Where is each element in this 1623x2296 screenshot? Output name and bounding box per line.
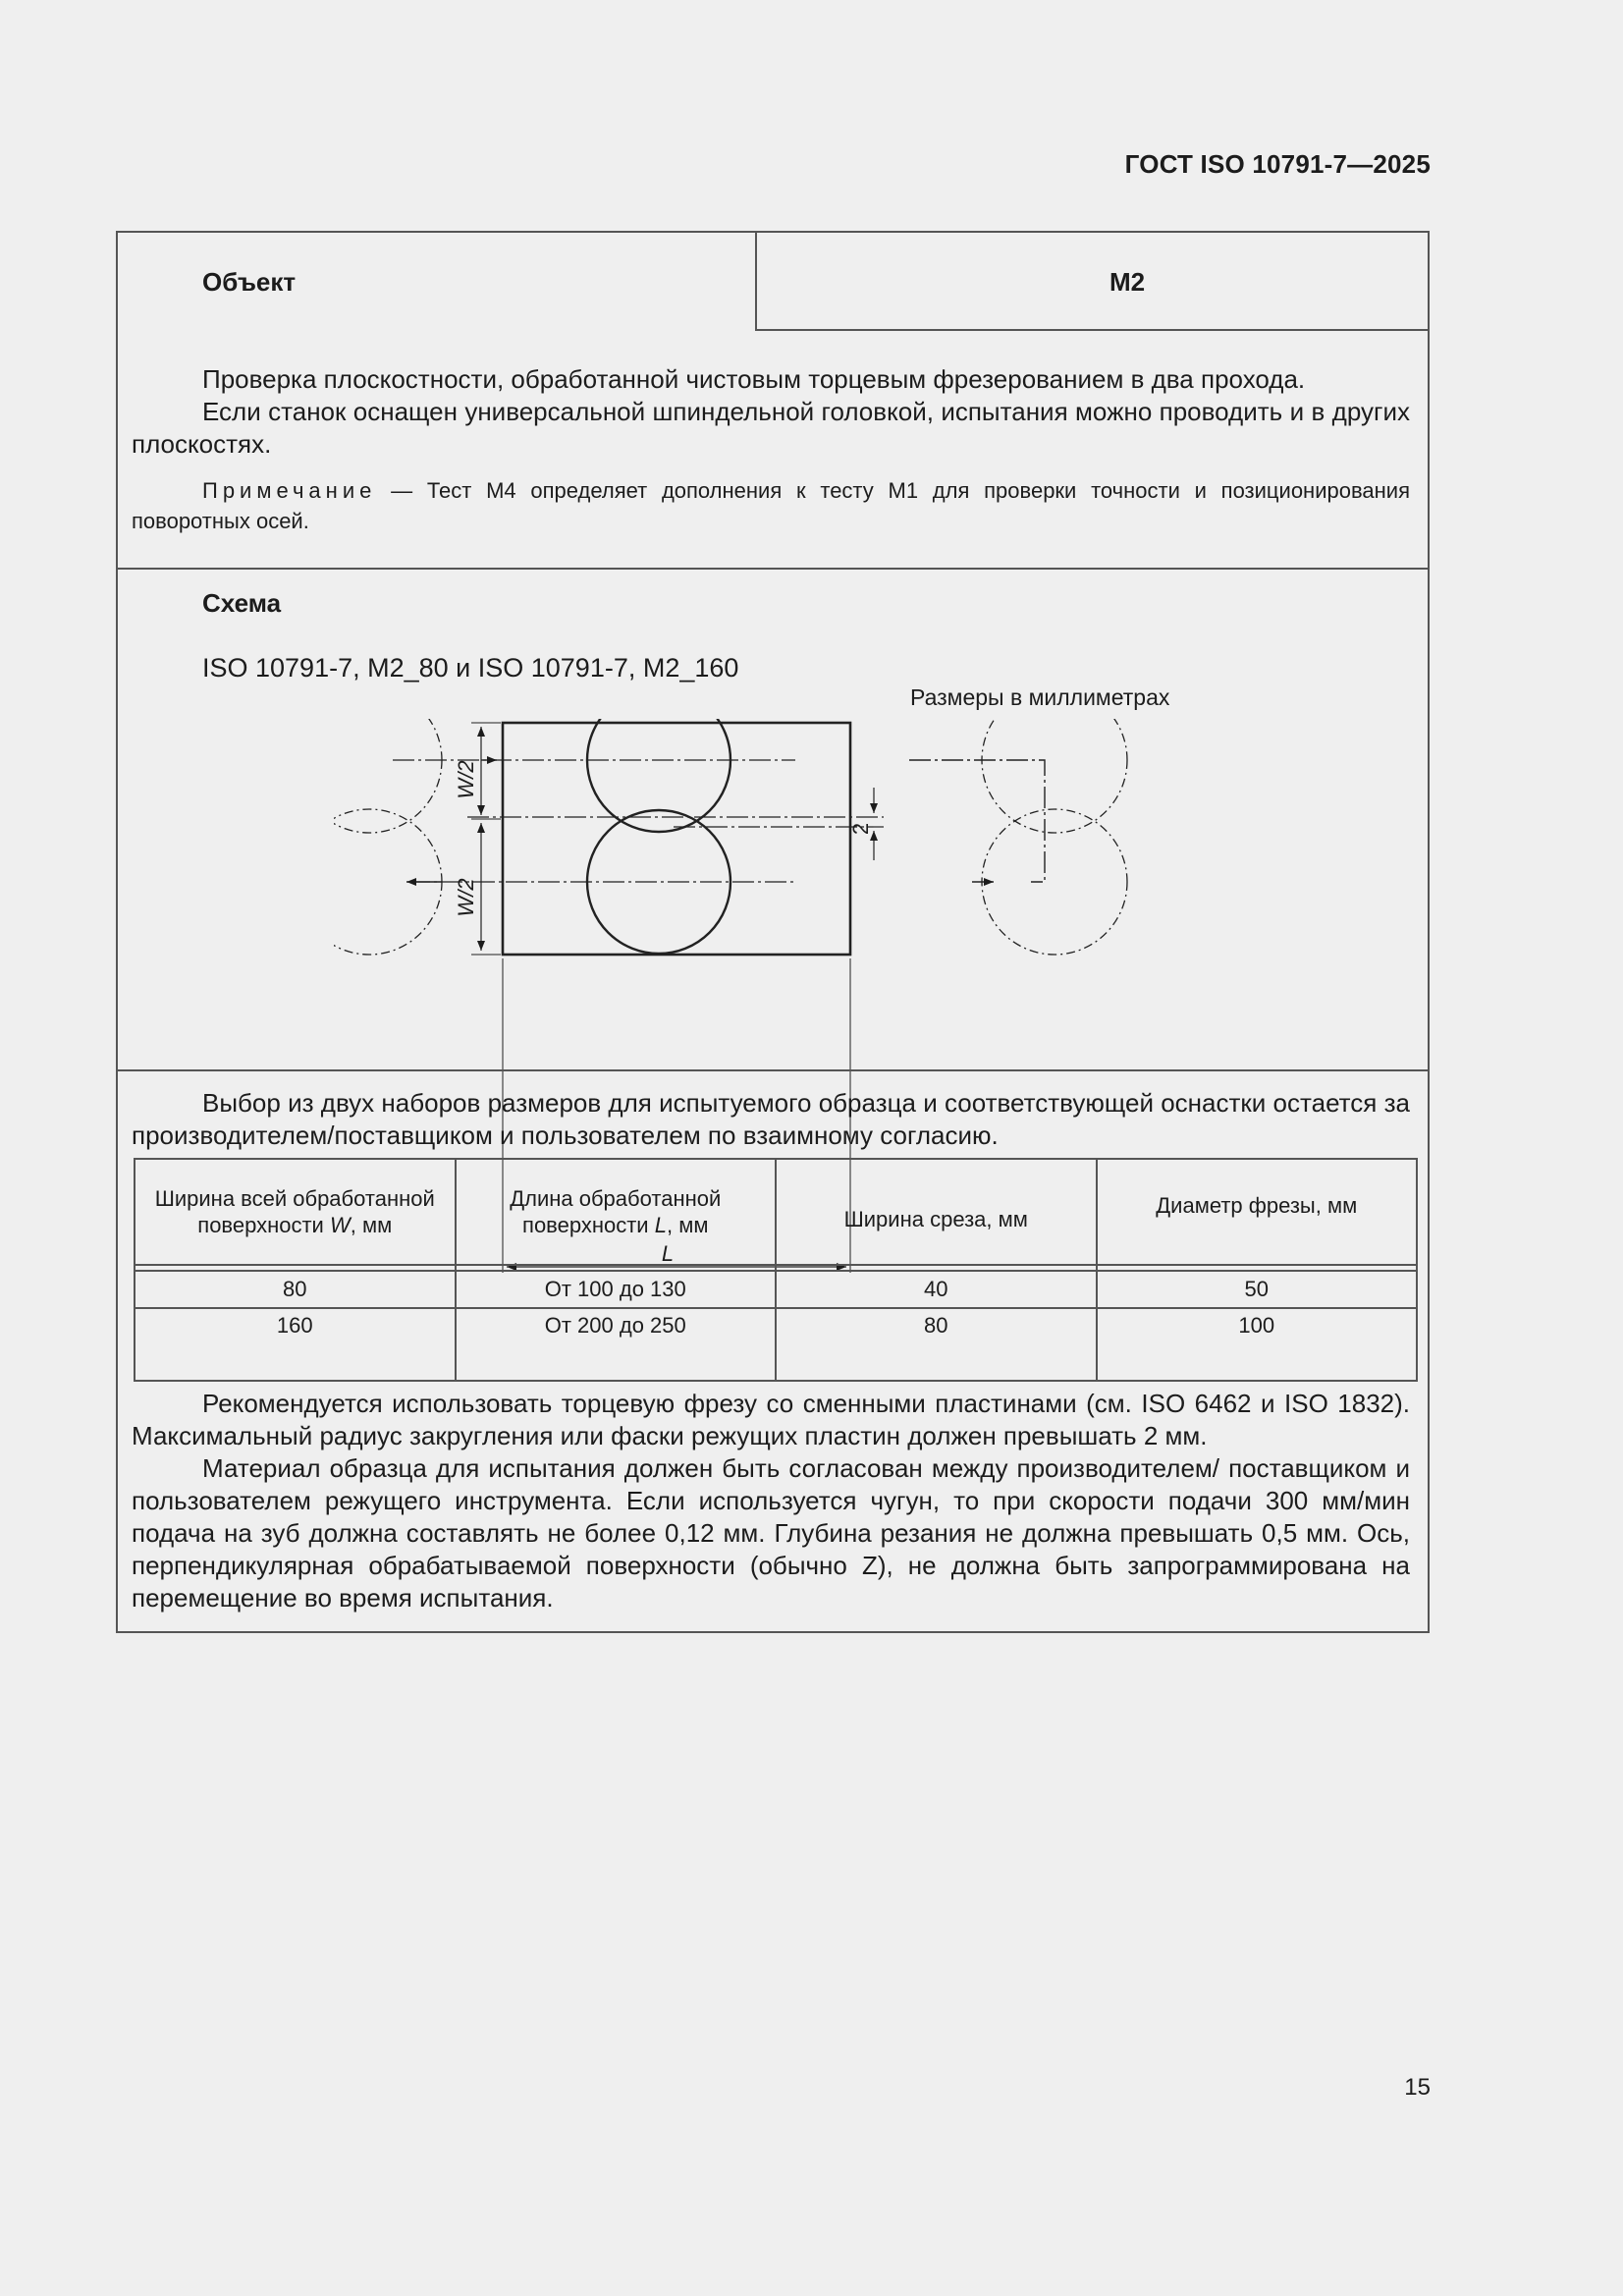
table-cell: 80: [776, 1308, 1097, 1381]
standard-code: ГОСТ ISO 10791-7—2025: [1124, 149, 1431, 179]
recommendation-paragraph-2: Материал образца для испытания должен быть согласован между производителем/ поставщиком и пользователем режущего инструмента. Если используется чугун, то при скорости подачи 300 мм/мин подача на зуб должна составлять не более 0,12 мм. Глубина резания не должна превышать 0,5 мм. Ось, перпендикулярная обрабатываемой поверхности (обычно Z), не должна быть запрограммирована на перемещение во время испытания.: [132, 1453, 1410, 1613]
w-half-bottom-label: W/2: [454, 878, 478, 917]
header-rule: [755, 329, 1428, 331]
table-cell: От 100 до 130: [456, 1271, 777, 1308]
test-sheet: [116, 231, 1430, 1633]
description-line-1: Проверка плоскостности, обработанной чистовым торцевым фрезерованием в два прохода.: [202, 364, 1306, 394]
scheme-title: Схема: [202, 588, 282, 618]
table-cell: 80: [135, 1271, 456, 1308]
header-cutter-diameter: Диаметр фрезы, мм: [1097, 1159, 1418, 1265]
selection-text: Выбор из двух наборов размеров для испытуемого образца и соответствующей оснастки остается за производителем/поставщиком и пользователем по взаимному согласию.: [132, 1088, 1410, 1150]
object-label: Объект: [202, 267, 297, 297]
table-cell: 160: [135, 1308, 456, 1381]
parameters-table: [134, 1158, 1418, 1382]
description-note: [132, 475, 1410, 536]
header-divider: [755, 233, 757, 329]
header-cut-width: Ширина среза, мм: [776, 1159, 1097, 1265]
transfer-path-line: [909, 760, 1045, 882]
header-width: Ширина всей обработанной поверхности W, мм: [135, 1159, 456, 1265]
table-row: [135, 1308, 1417, 1381]
right-cutter-lower-circle: [982, 809, 1127, 955]
table-row: [135, 1271, 1417, 1308]
table-cell: 100: [1097, 1308, 1418, 1381]
note-label: Примечание: [202, 478, 377, 503]
section-rule-2: [118, 1069, 1428, 1071]
page-number: 15: [1404, 2074, 1431, 2101]
scheme-reference: ISO 10791-7, M2_80 и ISO 10791-7, M2_160: [202, 653, 739, 683]
right-cutter-upper-circle: [982, 719, 1127, 833]
section-rule-1: [118, 568, 1428, 570]
length-label: L: [661, 1241, 675, 1266]
dimensions-note: Размеры в миллиметрах: [910, 684, 1170, 710]
table-cell: От 200 до 250: [456, 1308, 777, 1381]
w-half-top-label: W/2: [454, 760, 478, 799]
note-text: — Тест М4 определяет дополнения к тесту М1 для проверки точности и позиционирования поворотных осей.: [132, 478, 1410, 533]
table-cell: 50: [1097, 1271, 1418, 1308]
offset-label: 2: [848, 822, 873, 836]
cutter-pass-upper-circle: [587, 719, 730, 832]
workpiece-outline: [503, 723, 850, 955]
header-length: Длина обработанной поверхности L, мм: [456, 1159, 777, 1265]
left-cutter-upper-circle: [334, 719, 442, 833]
object-code: M2: [1109, 267, 1146, 297]
table-cell: 40: [776, 1271, 1097, 1308]
description-line-2: Если станок оснащен универсальной шпиндельной головкой, испытания можно проводить и в других плоскостях.: [132, 397, 1410, 459]
recommendation-paragraph-1: Рекомендуется использовать торцевую фрезу со сменными пластинами (см. ISO 6462 и ISO 1832). Максимальный радиус закругления или фаски режущих пластин должен превышать 2 мм.: [132, 1389, 1410, 1450]
